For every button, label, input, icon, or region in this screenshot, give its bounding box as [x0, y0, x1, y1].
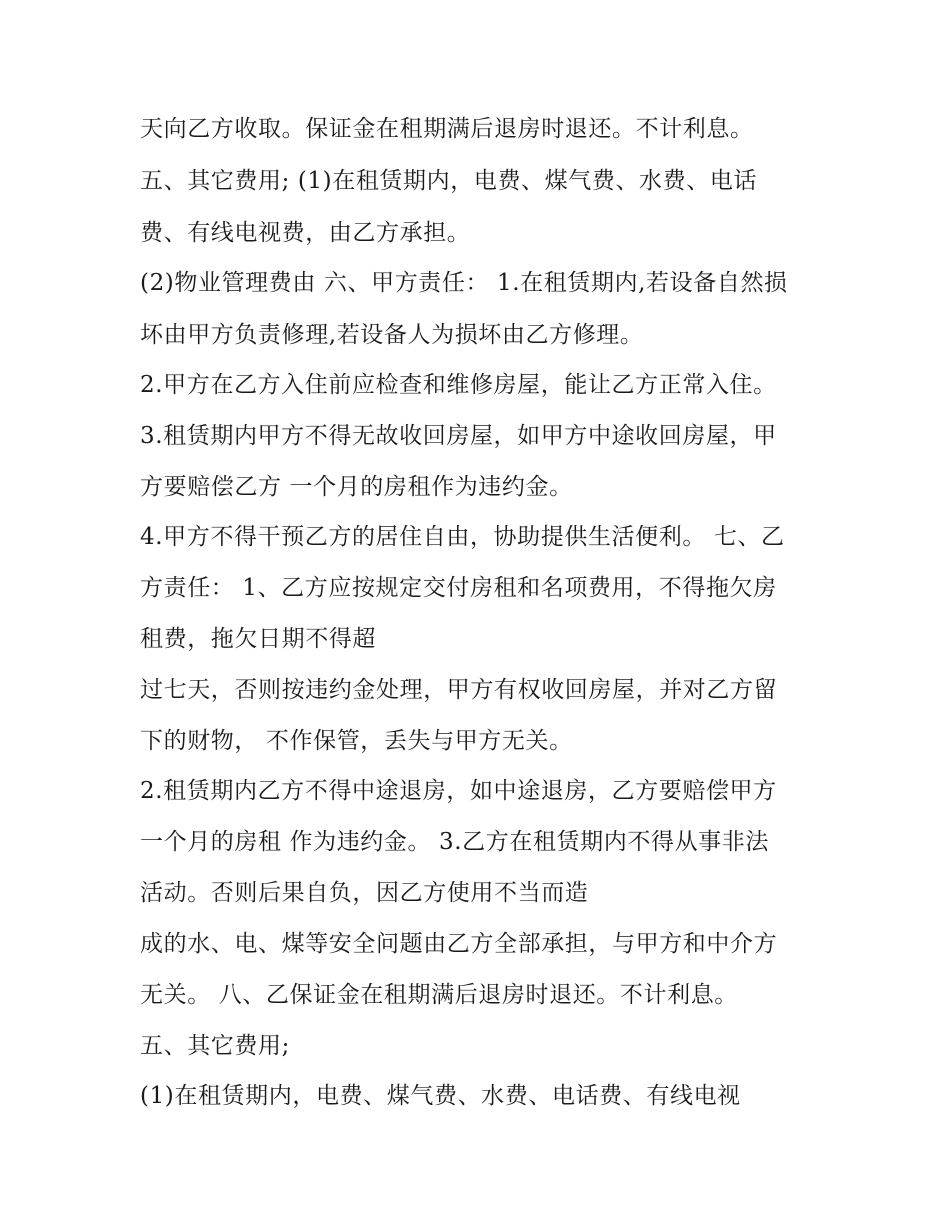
text-line: 过七天，否则按违约金处理，甲方有权收回房屋，并对乙方留: [140, 677, 778, 703]
text-line: (2)物业管理费由 六、甲方责任： 1.在租赁期内,若设备自然损: [140, 270, 788, 296]
text-line: 下的财物， 不作保管，丢失与甲方无关。: [140, 728, 573, 754]
text-line: 3.租赁期内甲方不得无故收回房屋，如甲方中途收回房屋，甲: [140, 423, 777, 449]
text-line: 方要赔偿乙方 一个月的房租作为违约金。: [140, 474, 573, 500]
text-line: 活动。否则后果自负，因乙方使用不当而造: [140, 880, 589, 906]
text-line: 五、其它费用;: [140, 1033, 290, 1059]
text-line: 天向乙方收取。保证金在租期满后退房时退还。不计利息。: [140, 116, 754, 142]
text-line: 2.租赁期内乙方不得中途退房，如中途退房，乙方要赔偿甲方: [140, 778, 777, 804]
text-line: 坏由甲方负责修理,若设备人为损坏由乙方修理。: [140, 322, 644, 348]
text-line: 2.甲方在乙方入住前应检查和维修房屋，能让乙方正常入住。: [140, 372, 777, 398]
text-line: (1)在租赁期内，电费、煤气费、水费、电话费、有线电视: [140, 1083, 741, 1109]
text-line: 租费，拖欠日期不得超: [140, 626, 376, 652]
text-line: 费、有线电视费，由乙方承担。: [140, 220, 471, 246]
text-line: 无关。 八、乙保证金在租期满后退房时退还。不计利息。: [140, 982, 738, 1008]
text-line: 一个月的房租 作为违约金。 3.乙方在租赁期内不得从事非法: [140, 829, 769, 855]
text-line: 成的水、电、煤等安全问题由乙方全部承担，与甲方和中介方: [140, 931, 778, 957]
text-line: 4.甲方不得干预乙方的居住自由，协助提供生活便利。 七、乙: [140, 524, 785, 550]
text-line: 五、其它费用; (1)在租赁期内，电费、煤气费、水费、电话: [140, 168, 758, 194]
text-line: 方责任： 1、乙方应按规定交付房租和名项费用，不得拖欠房: [140, 575, 777, 601]
